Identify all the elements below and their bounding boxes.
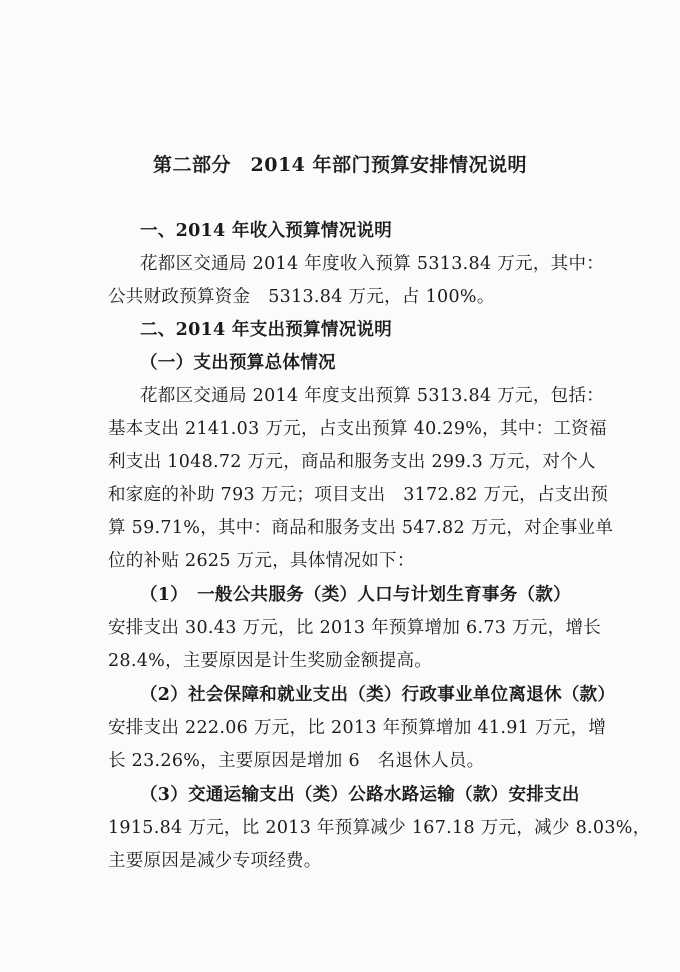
section-heading-expenditure: 二、2014 年支出预算情况说明: [140, 320, 393, 340]
paragraph-line: 利支出 1048.72 万元，商品和服务支出 299.3 万元，对个人: [108, 452, 596, 472]
item-heading-2: （2）社会保障和就业支出（类）行政事业单位离退休（款）: [140, 685, 616, 705]
paragraph-line: 安排支出 222.06 万元，比 2013 年预算增加 41.91 万元，增: [108, 718, 607, 738]
paragraph-line: 花都区交通局 2014 年度支出预算 5313.84 万元，包括：: [140, 386, 605, 406]
paragraph-line: 基本支出 2141.03 万元，占支出预算 40.29%，其中：工资福: [108, 419, 607, 439]
paragraph-line: 长 23.26%，主要原因是增加 6 名退休人员。: [108, 751, 485, 771]
paragraph-line: 主要原因是减少专项经费。: [108, 851, 322, 871]
paragraph-line: 算 59.71%，其中：商品和服务支出 547.82 万元，对企事业单: [108, 518, 614, 538]
item-heading-1: （1） 一般公共服务（类）人口与计划生育事务（款）: [140, 585, 571, 605]
subsection-heading-overview: （一）支出预算总体情况: [140, 353, 336, 373]
paragraph-line: 公共财政预算资金 5313.84 万元，占 100%。: [108, 287, 495, 307]
paragraph-line: 位的补贴 2625 万元，具体情况如下：: [108, 551, 415, 571]
paragraph-line: 1915.84 万元，比 2013 年预算减少 167.18 万元，减少 8.03%，: [108, 818, 651, 838]
section-heading-income: 一、2014 年收入预算情况说明: [140, 221, 393, 241]
paragraph-line: 28.4%，主要原因是计生奖励金额提高。: [108, 651, 433, 671]
item-heading-3: （3）交通运输支出（类）公路水路运输（款）安排支出: [140, 785, 580, 805]
paragraph-line: 花都区交通局 2014 年度收入预算 5313.84 万元，其中：: [140, 254, 605, 274]
paragraph-line: 安排支出 30.43 万元，比 2013 年预算增加 6.73 万元，增长: [108, 618, 602, 638]
paragraph-line: 和家庭的补助 793 万元；项目支出 3172.82 万元，占支出预: [108, 485, 609, 505]
page-title: 第二部分 2014 年部门预算安排情况说明: [153, 154, 527, 176]
